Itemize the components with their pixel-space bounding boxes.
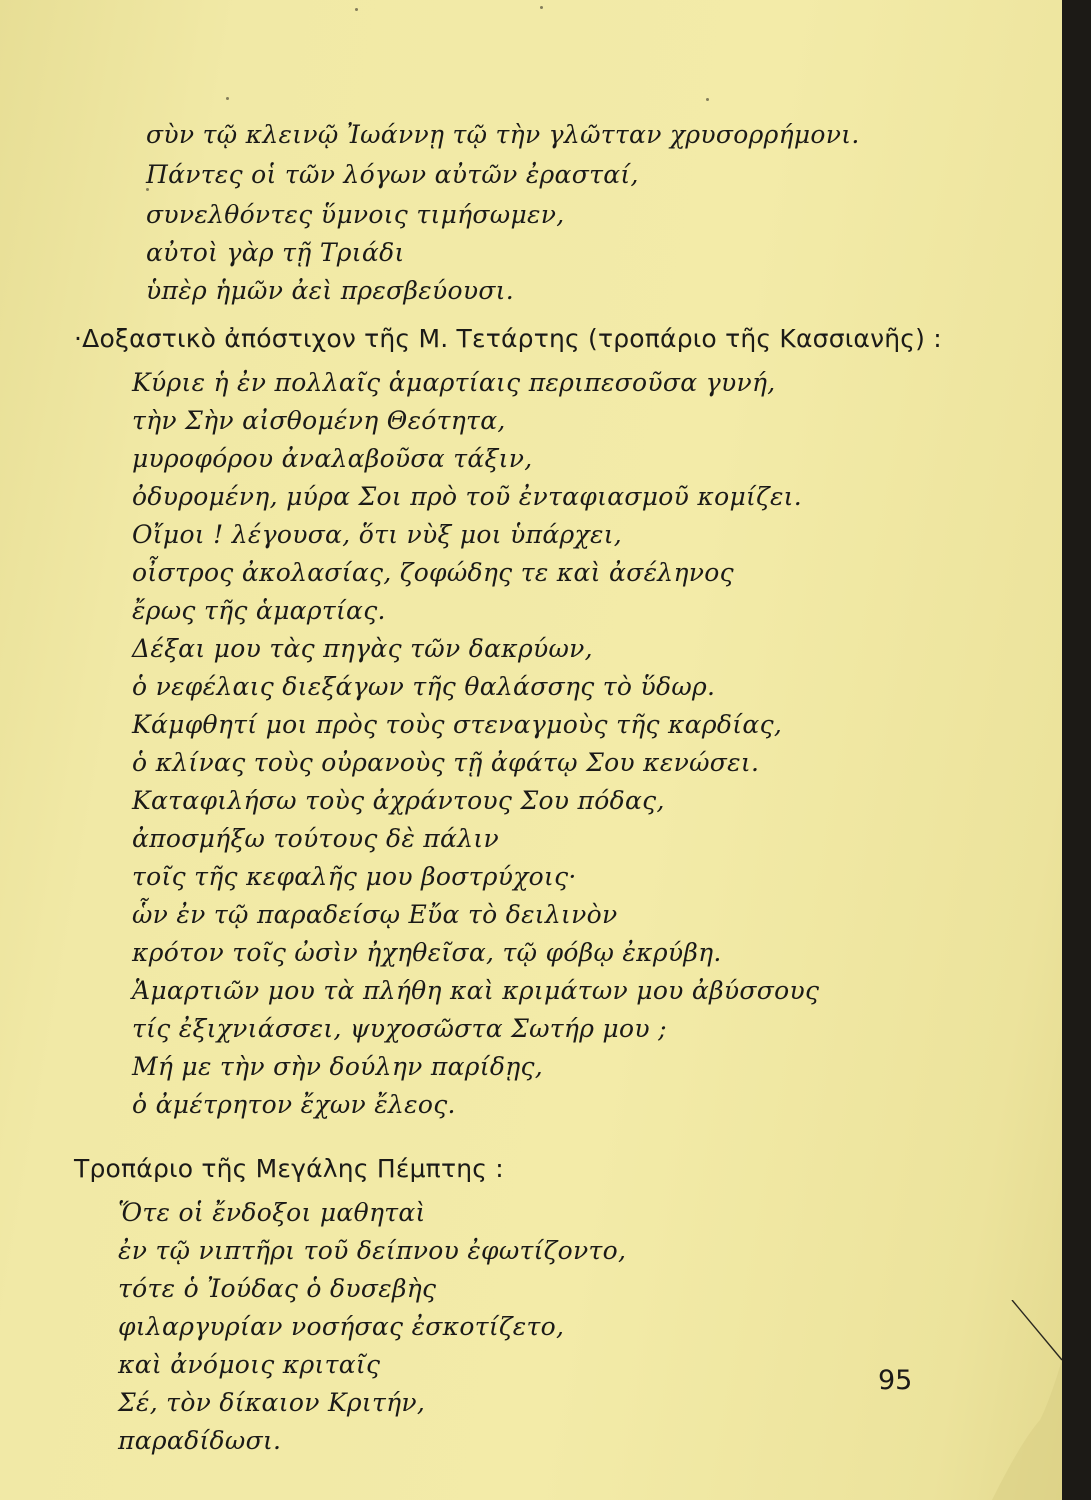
verse-line: Οἴμοι ! λέγουσα, ὅτι νὺξ μοι ὑπάρχει,	[132, 520, 623, 549]
verse-line: ἀποσμήξω τούτους δὲ πάλιν	[132, 824, 499, 853]
verse-line: συνελθόντες ὕμνοις τιμήσωμεν,	[146, 200, 565, 229]
verse-line: καὶ ἀνόμοις κριταῖς	[118, 1350, 381, 1379]
paper-speck	[226, 97, 229, 100]
verse-line: οἶστρος ἀκολασίας, ζοφώδης τε καὶ ἀσέληνος	[132, 558, 734, 587]
verse-line: Καταφιλήσω τοὺς ἀχράντους Σου πόδας,	[132, 786, 665, 815]
verse-line: Κάμφθητί μοι πρὸς τοὺς στεναγμοὺς τῆς καρδίας,	[132, 710, 783, 739]
verse-line: Κύριε ἡ ἐν πολλαῖς ἁμαρτίαις περιπεσοῦσα γυνή,	[132, 368, 776, 397]
verse-line: ὧν ἐν τῷ παραδείσῳ Εὔα τὸ δειλινὸν	[132, 900, 618, 929]
verse-line: ὑπὲρ ἡμῶν ἀεὶ πρεσβεύουσι.	[146, 276, 515, 305]
page-number: 95	[878, 1365, 913, 1396]
verse-line: ἐν τῷ νιπτῆρι τοῦ δείπνου ἐφωτίζοντο,	[118, 1236, 627, 1265]
verse-line: μυροφόρου ἀναλαβοῦσα τάξιν,	[132, 444, 533, 473]
verse-line: αὐτοὶ γὰρ τῇ Τριάδι	[146, 238, 405, 267]
paper-speck	[355, 8, 358, 11]
verse-line: Ὅτε οἱ ἔνδοξοι μαθηταὶ	[118, 1198, 426, 1227]
verse-line: ἔρως τῆς ἁμαρτίας.	[132, 596, 386, 625]
verse-line: Ἁμαρτιῶν μου τὰ πλήθη καὶ κριμάτων μου ἀβύσσους	[132, 976, 820, 1005]
verse-line: τοῖς τῆς κεφαλῆς μου βοστρύχοις·	[132, 862, 577, 891]
verse-line: Δέξαι μου τὰς πηγὰς τῶν δακρύων,	[132, 634, 593, 663]
section-heading: ·Δοξαστικὸ ἀπόστιχον τῆς Μ. Τετάρτης (τροπάριο τῆς Κασσιανῆς) :	[74, 324, 942, 353]
verse-line: φιλαργυρίαν νοσήσας ἐσκοτίζετο,	[118, 1312, 565, 1341]
verse-line: τίς ἐξιχνιάσσει, ψυχοσῶστα Σωτήρ μου ;	[132, 1014, 667, 1043]
verse-line: τὴν Σὴν αἰσθομένη Θεότητα,	[132, 406, 506, 435]
verse-line: ὁ κλίνας τοὺς οὐρανοὺς τῇ ἀφάτῳ Σου κενώσει.	[132, 748, 760, 777]
verse-line: ὁ ἀμέτρητον ἔχων ἔλεος.	[132, 1090, 456, 1119]
verse-line: Σέ, τὸν δίκαιον Κριτήν,	[118, 1388, 426, 1417]
section-heading: Τροπάριο τῆς Μεγάλης Πέμπτης :	[74, 1154, 504, 1183]
verse-line: παραδίδωσι.	[118, 1426, 282, 1455]
verse-line: ὁ νεφέλαις διεξάγων τῆς θαλάσσης τὸ ὕδωρ.	[132, 672, 716, 701]
paper-speck	[540, 6, 543, 9]
verse-line: Μή με τὴν σὴν δούλην παρίδῃς,	[132, 1052, 544, 1081]
page-curl-corner	[952, 1300, 1062, 1500]
verse-line: τότε ὁ Ἰούδας ὁ δυσεβὴς	[118, 1274, 437, 1303]
verse-line: σὺν τῷ κλεινῷ Ἰωάννῃ τῷ τὴν γλῶτταν χρυσορρήμονι.	[146, 120, 860, 149]
verse-line: ὀδυρομένη, μύρα Σοι πρὸ τοῦ ἐνταφιασμοῦ κομίζει.	[132, 482, 803, 511]
paper-speck	[706, 98, 709, 101]
verse-line: Πάντες οἱ τῶν λόγων αὐτῶν ἐρασταί,	[146, 160, 639, 189]
verse-line: κρότον τοῖς ὠσὶν ἠχηθεῖσα, τῷ φόβῳ ἐκρύβη.	[132, 938, 722, 967]
